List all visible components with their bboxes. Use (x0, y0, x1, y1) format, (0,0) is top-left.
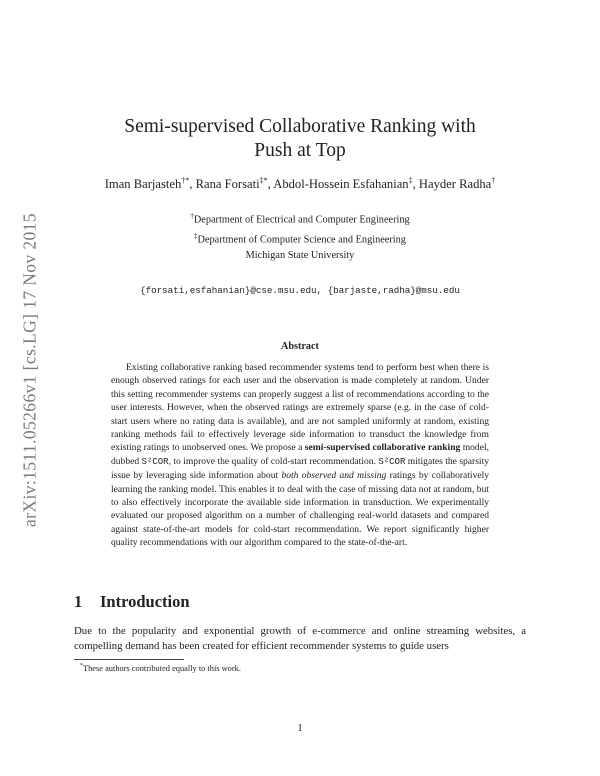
affiliation-mark: ‡ (194, 232, 198, 240)
paper-title (90, 115, 510, 163)
author-name: Iman Barjasteh (104, 177, 182, 192)
affiliation-text: Department of Electrical and Computer Engineering (193, 214, 410, 226)
abstract-text: , to improve the quality of cold-start recommendation. (168, 455, 376, 467)
affiliation-text: Michigan State University (245, 250, 355, 261)
affiliation-mark: † (190, 212, 194, 220)
affiliation-text: Department of Computer Science and Engineering (197, 234, 406, 246)
title-line-2: Push at Top (254, 140, 346, 161)
abstract-bold: semi-supervised collaborative ranking (304, 442, 461, 454)
arxiv-sidebar-stamp (12, 184, 48, 556)
abstract-text: Existing collaborative ranking based recommender systems tend to perform best when there is enough observed ratings for each user and the observation is made completely at random. Under this setting recommender systems can properly suggest a list of recommendations according to the user interests. However, when the observed ratings are extremely sparse (e.g. in the case of cold-start users where no rating data is available), and are not sampled uniformly at random, existing ranking methods fail to effectively leverage side information to transduct the knowledge from existing ratings to unobserved ones. We propose a (111, 362, 489, 454)
affiliation-line (100, 232, 500, 245)
abstract-body (111, 361, 489, 550)
arxiv-id: arXiv:1511.05266v1 [cs.LG] 17 Nov 2015 (19, 213, 40, 527)
footnote-mark: * (80, 663, 83, 669)
affiliation-line (100, 250, 500, 261)
section-title: Introduction (100, 592, 190, 611)
author-name: Hayder Radha (418, 177, 492, 192)
abstract-italic: both observed and missing (281, 470, 387, 482)
author-marks: †* (181, 176, 190, 185)
footnote-rule (74, 659, 184, 660)
author-name: Rana Forsati (195, 177, 260, 192)
abstract-text: mitigates the sparsity issue by leveraging side information about (111, 455, 490, 482)
author-list: Iman Barjasteh†*, Rana Forsati‡*, Abdol-Hossein Esfahanian‡, Hayder Radha† (104, 176, 496, 192)
abstract-text: ratings by collaboratively learning the ranking model. This enables it to deal with the case of missing data not at random, but to also effectively incorporate the available side information in transduction. We experimentally evaluated our proposed algorithm on a number of challenging real-world datasets and compared against state-of-the-art models for cold-start recommendation. We report significantly higher quality recommendations with our algorithm compared to the state-of-the-art. (111, 470, 490, 549)
abstract-heading: Abstract (281, 341, 319, 352)
affiliation-line (100, 212, 500, 225)
model-name: S²COR (141, 456, 169, 467)
author-marks: ‡* (259, 176, 268, 185)
author-emails: {forsati,esfahanian}@cse.msu.edu, {barjaste,radha}@msu.edu (140, 285, 460, 296)
abstract-text: model, dubbed (111, 442, 489, 467)
footnote (80, 663, 241, 673)
footnote-text: These authors contributed equally to this work. (83, 663, 241, 673)
author-marks: ‡ (408, 176, 413, 185)
model-name: S²COR (378, 456, 406, 467)
section-heading (74, 592, 190, 612)
body-paragraph: Due to the popularity and exponential growth of e-commerce and online streaming websites, a compelling demand has been created for efficient recommender systems to guide users (74, 625, 526, 652)
author-name: Abdol-Hossein Esfahanian (273, 177, 409, 192)
title-line-1: Semi-supervised Collaborative Ranking with (124, 116, 476, 137)
page-number: 1 (297, 723, 303, 734)
author-marks: † (491, 176, 496, 185)
section-number: 1 (74, 592, 83, 611)
